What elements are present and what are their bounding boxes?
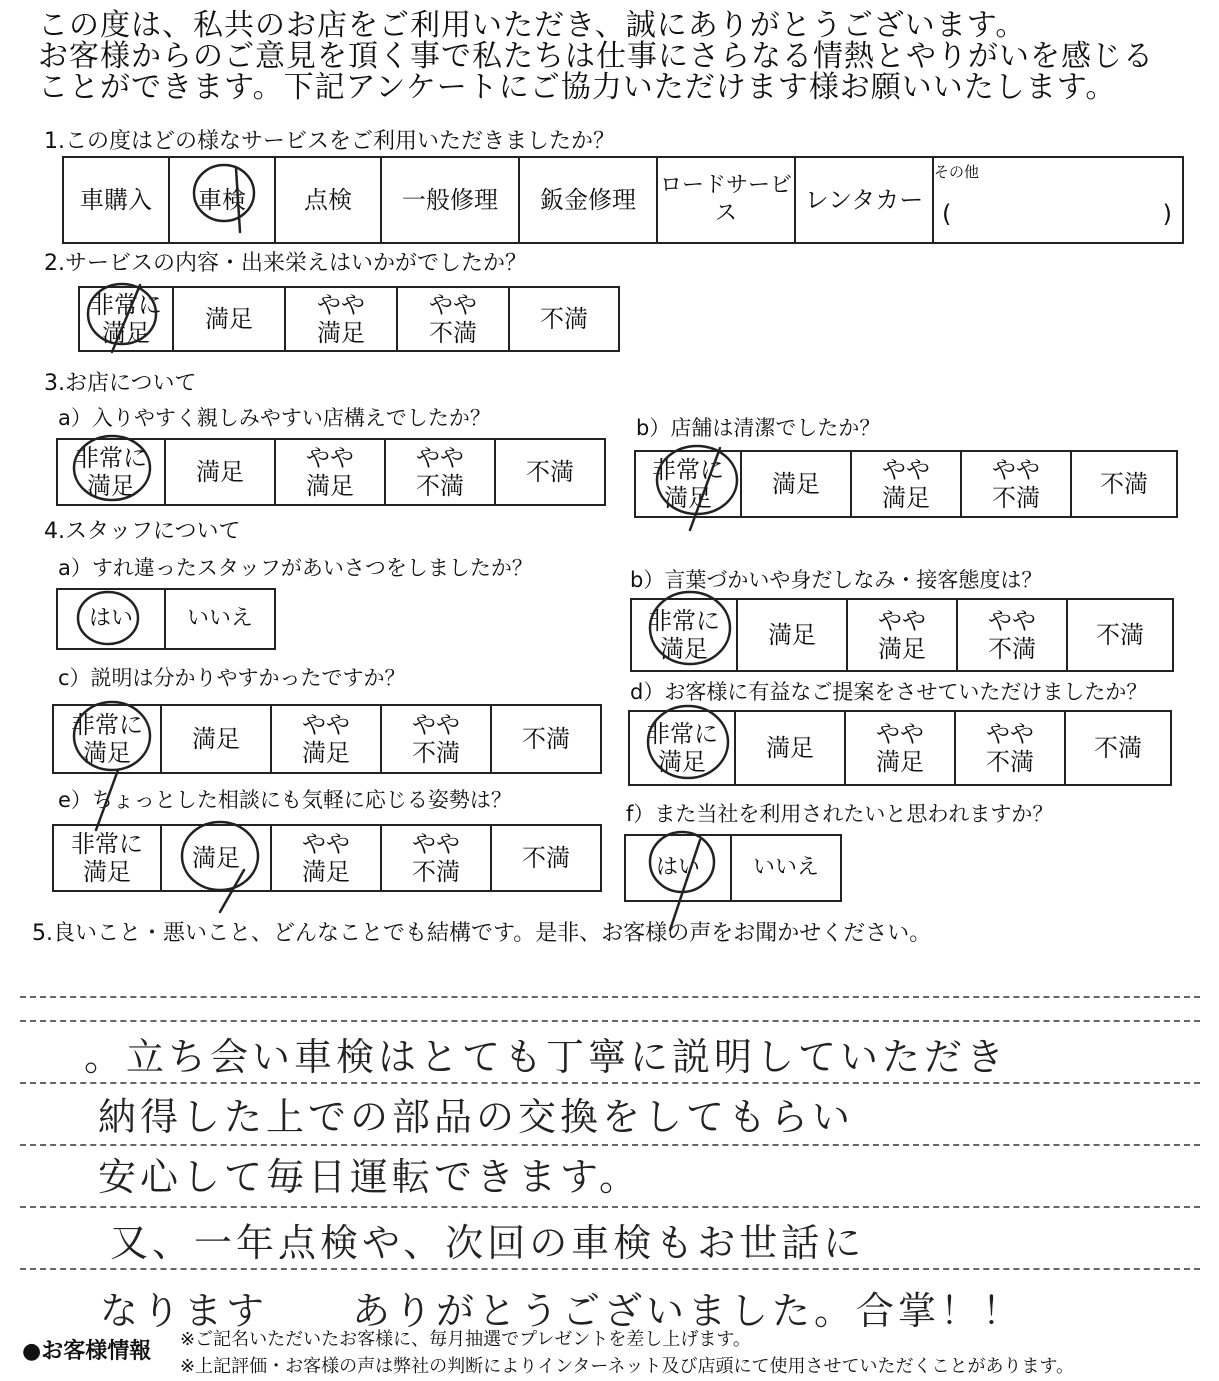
option-somewhat-satisfied[interactable]: やや 満足 [285, 287, 397, 351]
intro-line: この度は、私共のお店をご利用いただき、誠にありがとうございます。 [38, 8, 1027, 43]
option-very-satisfied[interactable]: 非常に 満足 [57, 439, 165, 505]
intro-text [38, 10, 1154, 103]
question-4b-options [630, 598, 1174, 672]
option-road-service[interactable]: ロードサービス [657, 157, 795, 243]
question-4d-options [628, 710, 1172, 786]
option-dissatisfied[interactable]: 不満 [1067, 599, 1173, 671]
option-general-repair[interactable]: 一般修理 [381, 157, 519, 243]
option-dissatisfied[interactable]: 不満 [495, 439, 605, 505]
option-body-repair[interactable]: 鈑金修理 [519, 157, 657, 243]
option-somewhat-satisfied[interactable]: やや 満足 [851, 451, 961, 517]
question-2-options [78, 286, 620, 352]
option-somewhat-dissatisfied[interactable]: やや 不満 [957, 599, 1067, 671]
question-3a-text: a）入りやすく親しみやすい店構えでしたか？ [58, 406, 491, 430]
option-somewhat-dissatisfied[interactable]: やや 不満 [955, 711, 1065, 785]
option-checkup[interactable]: 点検 [275, 157, 381, 243]
option-satisfied[interactable]: 満足 [161, 705, 271, 773]
ruled-line [20, 996, 1200, 998]
option-satisfied[interactable]: 満足 [737, 599, 847, 671]
option-dissatisfied[interactable]: 不満 [1065, 711, 1171, 785]
other-label: その他 [934, 163, 980, 181]
option-satisfied[interactable]: 満足 [741, 451, 851, 517]
footer-note: ※ご記名いただいたお客様に、毎月抽選でプレゼントを差し上げます。 [180, 1329, 751, 1350]
ruled-line [20, 1082, 1200, 1084]
question-3b-text: b）店舗は清潔でしたか？ [636, 416, 881, 440]
ruled-line [20, 1206, 1200, 1208]
question-1-options [62, 156, 1184, 244]
customer-info-title: ●お客様情報 [22, 1339, 152, 1364]
option-somewhat-satisfied[interactable]: やや 満足 [271, 825, 381, 891]
handwritten-comment-line: 。立ち会い車検はとても丁寧に説明していただき [84, 1035, 1009, 1079]
option-satisfied[interactable]: 満足 [165, 439, 275, 505]
option-somewhat-satisfied[interactable]: やや 満足 [847, 599, 957, 671]
option-somewhat-satisfied[interactable]: やや 満足 [271, 705, 381, 773]
question-2-title: 2.サービスの内容・出来栄えはいかがでしたか？ [44, 251, 527, 276]
question-4a-text: a）すれ違ったスタッフがあいさつをしましたか？ [58, 556, 533, 580]
question-3b-options [634, 450, 1178, 518]
other-open-paren: ( [942, 200, 952, 228]
question-3-title: 3.お店について [44, 371, 197, 396]
question-4e-text: e）ちょっとした相談にも気軽に応じる姿勢は？ [58, 788, 512, 812]
question-4a-options [56, 588, 276, 650]
option-no[interactable]: いいえ [165, 589, 275, 649]
option-somewhat-satisfied[interactable]: やや 満足 [275, 439, 385, 505]
option-dissatisfied[interactable]: 不満 [491, 705, 601, 773]
question-4f-options [624, 834, 842, 902]
ruled-line [20, 1020, 1200, 1022]
option-satisfied[interactable]: 満足 [161, 825, 271, 891]
question-4e-options [52, 824, 602, 892]
option-very-satisfied[interactable]: 非常に 満足 [631, 599, 737, 671]
option-somewhat-dissatisfied[interactable]: やや 不満 [381, 705, 491, 773]
option-car-purchase[interactable]: 車購入 [63, 157, 169, 243]
handwritten-comment-line: 又、一年点検や、次回の車検もお世話に [110, 1221, 866, 1265]
other-close-paren: ) [1162, 200, 1172, 228]
option-satisfied[interactable]: 満足 [735, 711, 845, 785]
option-very-satisfied[interactable]: 非常に 満足 [79, 287, 173, 351]
option-somewhat-dissatisfied[interactable]: やや 不満 [385, 439, 495, 505]
option-dissatisfied[interactable]: 不満 [509, 287, 619, 351]
option-rental-car[interactable]: レンタカー [795, 157, 933, 243]
option-yes[interactable]: はい [57, 589, 165, 649]
question-1-title: 1.この度はどの様なサービスをご利用いただきましたか？ [44, 129, 615, 154]
option-inspection-shaken[interactable]: 車検 [169, 157, 275, 243]
ruled-line [20, 1268, 1200, 1270]
option-no[interactable]: いいえ [731, 835, 841, 901]
handwritten-comment-line: なります ありがとうございました。合掌！！ [100, 1289, 1025, 1333]
option-somewhat-dissatisfied[interactable]: やや 不満 [961, 451, 1071, 517]
option-very-satisfied[interactable]: 非常に 満足 [53, 705, 161, 773]
question-3a-options [56, 438, 606, 506]
intro-line: お客様からのご意見を頂く事で私たちは仕事にさらなる情熱とやりがいを感じる [38, 39, 1154, 74]
option-dissatisfied[interactable]: 不満 [491, 825, 601, 891]
option-other[interactable] [933, 157, 1183, 243]
option-somewhat-satisfied[interactable]: やや 満足 [845, 711, 955, 785]
question-4d-text: d）お客様に有益なご提案をさせていただけましたか？ [630, 680, 1148, 704]
question-4c-options [52, 704, 602, 774]
question-4f-text: f）また当社を利用されたいと思われますか？ [626, 802, 1054, 826]
handwritten-comment-line: 納得した上での部品の交換をしてもらい [98, 1095, 855, 1139]
option-somewhat-dissatisfied[interactable]: やや 不満 [397, 287, 509, 351]
option-somewhat-dissatisfied[interactable]: やや 不満 [381, 825, 491, 891]
question-4c-text: c）説明は分かりやすかったですか？ [58, 666, 406, 690]
option-satisfied[interactable]: 満足 [173, 287, 285, 351]
option-very-satisfied[interactable]: 非常に 満足 [53, 825, 161, 891]
option-very-satisfied[interactable]: 非常に 満足 [635, 451, 741, 517]
question-4-title: 4.スタッフについて [44, 519, 241, 544]
footer-note: ※上記評価・お客様の声は弊社の判断によりインターネット及び店頭にて使用させていただくことがあります。 [180, 1356, 1075, 1377]
option-dissatisfied[interactable]: 不満 [1071, 451, 1177, 517]
handwritten-comment-line: 安心して毎日運転できます。 [98, 1155, 641, 1199]
option-yes[interactable]: はい [625, 835, 731, 901]
option-very-satisfied[interactable]: 非常に 満足 [629, 711, 735, 785]
question-4b-text: b）言葉づかいや身だしなみ・接客態度は？ [630, 568, 1043, 592]
intro-line: ことができます。下記アンケートにご協力いただけます様お願いいたします。 [38, 70, 1117, 105]
question-5-title: 5.良いこと・悪いこと、どんなことでも結構です。是非、お客様の声をお聞かせください。 [32, 921, 932, 946]
